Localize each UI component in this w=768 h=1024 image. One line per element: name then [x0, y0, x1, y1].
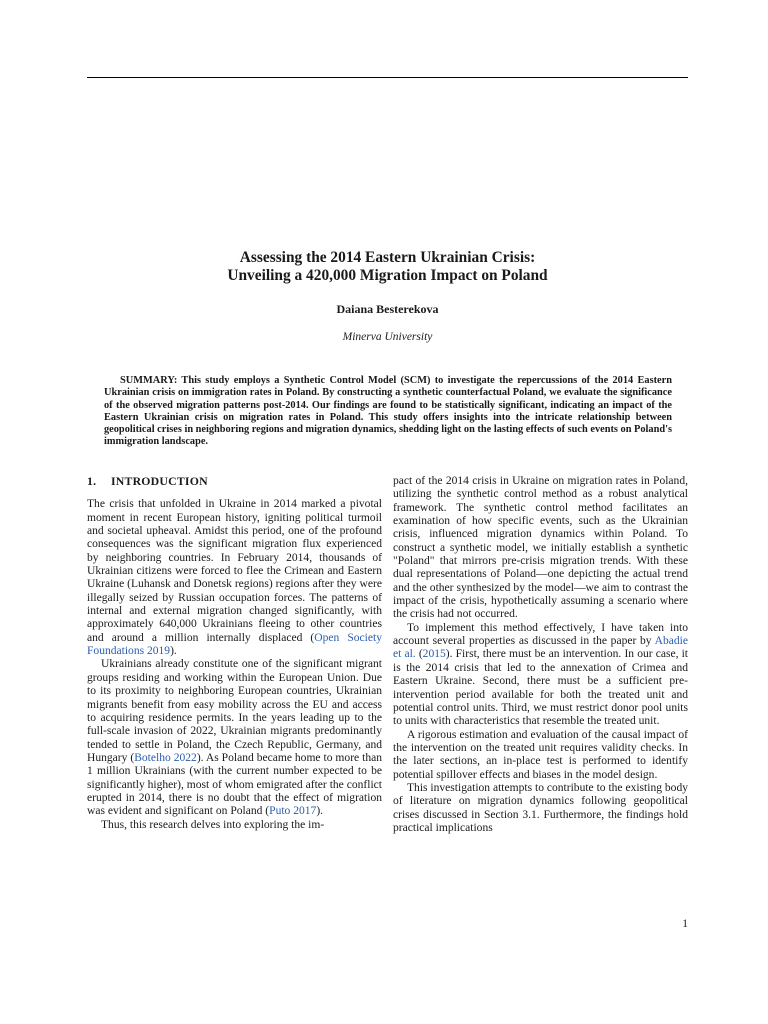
section-title: INTRODUCTION [111, 474, 208, 488]
author-affiliation: Minerva University [342, 331, 433, 343]
author-name: Daiana Besterekova [336, 302, 439, 316]
page-number: 1 [682, 918, 688, 930]
summary-abstract: SUMMARY: This study employs a Synthetic Control Model (SCM) to investigate the repercussions of the 2014 Eastern Ukrainian crisis on immigration rates in Poland. By constructing a synthetic counterfactual Poland, we evaluate the significance of the observed migration patterns post-2014. Our findings are found to be statistically significant, indicating an impact of the Eastern Ukrainian crisis on migration rates in Poland. This study offers insights into the intricate relationship between geopolitical crises in neighboring regions and migration dynamics, shedding light on the lasting effects of such events on Poland's immigration landscape. [104, 375, 672, 448]
intro-paragraph-3: Thus, this research delves into exploring the im- [101, 818, 325, 831]
intro-paragraph-6: A rigorous estimation and evaluation of the causal impact of the intervention on the treated unit requires validity checks. In the later sections, an in-place test is performed to identify potential spillover effects and biases in the model design. [393, 728, 688, 781]
paragraph-text: ( [415, 648, 423, 661]
intro-paragraph-7: This investigation attempts to contribute to the existing body of literature on migration dynamics following geopolitical crises discussed in Section 3.1. Furthermore, the findings hold practical implications [393, 781, 688, 834]
header-rule [87, 77, 688, 78]
intro-paragraph-2 [87, 658, 382, 818]
citation-abadie-name[interactable]: Abadie et al. [393, 635, 688, 661]
paragraph-text: To implement this method effectively, I have taken into account several properties as discussed in the paper by [393, 621, 688, 648]
paragraph-text: The crisis that unfolded in Ukraine in 2014 marked a pivotal moment in recent European history, igniting political turmoil and societal upheaval. Amidst this period, one of the profound consequences was the significant migration flux experienced by neighboring countries. In February 2014, thousands of Ukrainian citizens were forced to flee the Crimean and Eastern Ukraine (Luhansk and Donetsk regions) regions after they were illegally seized by Russian occupation forces. The patterns of internal and external migration changed significantly, with approximately 640,000 Ukrainians fleeing to other countries and around a million internally displaced ( [87, 498, 382, 644]
intro-paragraph-5 [393, 622, 688, 729]
title-line-1: Assessing the 2014 Eastern Ukrainian Crisis: [239, 249, 536, 266]
citation-puto-2017[interactable]: Puto 2017 [269, 805, 317, 818]
intro-paragraph-4: pact of the 2014 crisis in Ukraine on migration rates in Poland, utilizing the synthetic control method as a robust analytical framework. The synthetic control method facilitates an examination of how specific events, such as the Ukrainian crisis, influenced migration dynamics within Poland. To construct a synthetic model, we initially establish a synthetic "Poland" that mirrors pre-crisis migration trends. With these dual representations of Poland—one depicting the actual trend and the other synthesized by the model—we aim to contrast the impact of the crisis, hypothetically assuming a scenario where the crisis had not occurred. [393, 475, 688, 621]
paragraph-text: ). First, there must be an intervention. In our case, it is the 2014 crisis that led to the annexation of Crimea and Eastern Ukraine. Second, there must be a sufficient pre-intervention period available for both the treated unit and potential control units. Third, we must restrict donor pool units to units with characteristics that resemble the treated unit. [393, 648, 689, 728]
citation-open-society-2019[interactable]: Open Society Foundations 2019 [87, 631, 382, 658]
paper-title [87, 249, 688, 285]
paragraph-text: Ukrainians already constitute one of the significant migrant groups residing and working within the European Union. Due to its proximity to neighboring European countries, Ukrainian migrants benefit from easy mobility across the EU and access to acquiring residence permits. In the years leading up to the full-scale invasion of 2022, Ukrainian migrants predominantly tended to settle in Poland, the Czech Republic, Germany, and Hungary ( [87, 658, 382, 764]
intro-paragraph-1 [87, 498, 382, 658]
paragraph-text: ). [170, 645, 177, 658]
citation-botelho-2022[interactable]: Botelho 2022 [134, 751, 197, 764]
paragraph-text: ). As Poland became home to more than 1 million Ukrainians (with the current number expected to be significantly higher), most of whom emigrated after the conflict erupted in 2014, there is no doubt that the effect of migration was evident and significant on Poland ( [87, 751, 382, 818]
left-column [87, 475, 382, 832]
section-heading-introduction [87, 475, 382, 488]
paragraph-text: ). [316, 805, 324, 818]
right-column [393, 475, 688, 835]
section-number: 1. [87, 474, 97, 488]
title-line-2: Unveiling a 420,000 Migration Impact on Poland [227, 267, 548, 284]
citation-abadie-year[interactable]: 2015 [422, 648, 446, 661]
